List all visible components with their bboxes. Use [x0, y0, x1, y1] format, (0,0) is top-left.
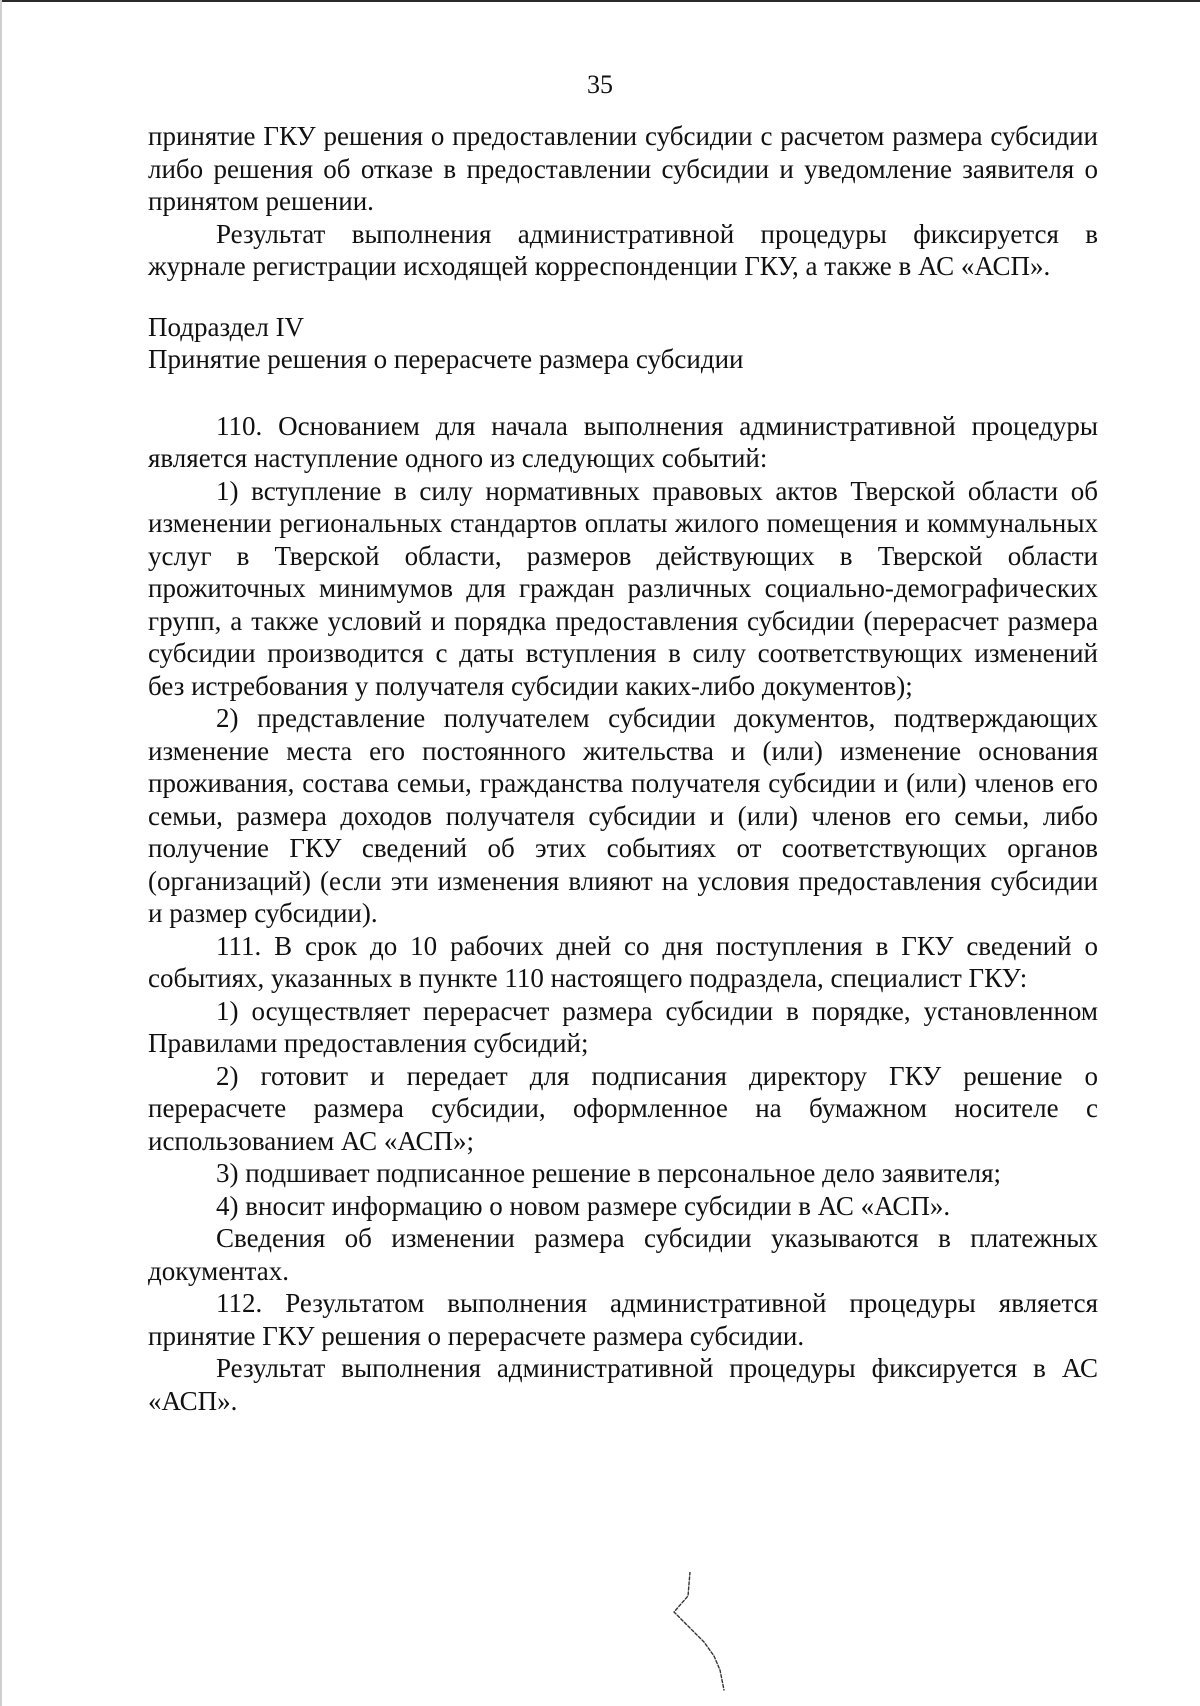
page-number: 35: [587, 70, 613, 99]
paragraph-110-item-2: 2) представление получателем субсидии документов, подтверждающих изменение места его постоянного жительства и (или) изменение основания проживания, состава семьи, гражданства получателя субсидии и (или) членов его семьи, размера доходов получателя субсидии и (или) членов его семьи, либо получение ГКУ сведений об этих событиях от соответствующих органов (организаций) (если эти изменения влияют на условия предоставления субсидии и размер субсидии).: [148, 703, 1098, 928]
paragraph-top-1: принятие ГКУ решения о предоставлении субсидии с расчетом размера субсидии либо решения об отказе в предоставлении субсидии и уведомление заявителя о принятом решении.: [148, 121, 1098, 216]
paragraph-111-item-4: 4) вносит информацию о новом размере субсидии в АС «АСП».: [216, 1190, 951, 1221]
paragraph-111-item-3: 3) подшивает подписанное решение в персональное дело заявителя;: [216, 1158, 1002, 1188]
section-title: Подраздел IV: [148, 311, 305, 342]
paragraph-top-2: Результат выполнения административной процедуры фиксируется в журнале регистрации исходящей корреспонденции ГКУ, а также в АС «АСП».: [148, 218, 1098, 281]
paragraph-payment-info: Сведения об изменении размера субсидии указываются в платежных документах.: [148, 1223, 1098, 1286]
section-heading: [148, 311, 1098, 376]
paragraph-110: 110. Основанием для начала выполнения административной процедуры является наступление одного из следующих событий:: [148, 410, 1098, 473]
section-subtitle: Принятие решения о перерасчете размера субсидии: [148, 344, 744, 374]
scan-left-edge: [0, 0, 2, 1706]
signature-mark: [668, 1572, 758, 1692]
document-body: [148, 120, 1098, 1417]
paragraph-111: 111. В срок до 10 рабочих дней со дня поступления в ГКУ сведений о событиях, указанных в пункте 110 настоящего подраздела, специалист ГКУ:: [148, 930, 1098, 993]
paragraph-112-result: Результат выполнения административной процедуры фиксируется в АС «АСП».: [148, 1353, 1098, 1416]
scan-top-rule: [0, 0, 1200, 2]
paragraph-110-item-1: 1) вступление в силу нормативных правовых актов Тверской области об изменении региональных стандартов оплаты жилого помещения и коммунальных услуг в Тверской области, размеров действующих в Тверской области прожиточных минимумов для граждан различных социально-демографических групп, а также условий и порядка предоставления субсидии (перерасчет размера субсидии производится с даты вступления в силу соответствующих изменений без истребования у получателя субсидии каких-либо документов);: [148, 475, 1098, 701]
paragraph-111-item-2: 2) готовит и передает для подписания директору ГКУ решение о перерасчете размера субсидии, оформленное на бумажном носителе с использованием АС «АСП»;: [148, 1060, 1098, 1156]
paragraph-112: 112. Результатом выполнения административной процедуры является принятие ГКУ решения о перерасчете размера субсидии.: [148, 1288, 1098, 1351]
paragraph-111-item-1: 1) осуществляет перерасчет размера субсидии в порядке, установленном Правилами предоставления субсидий;: [148, 995, 1098, 1058]
